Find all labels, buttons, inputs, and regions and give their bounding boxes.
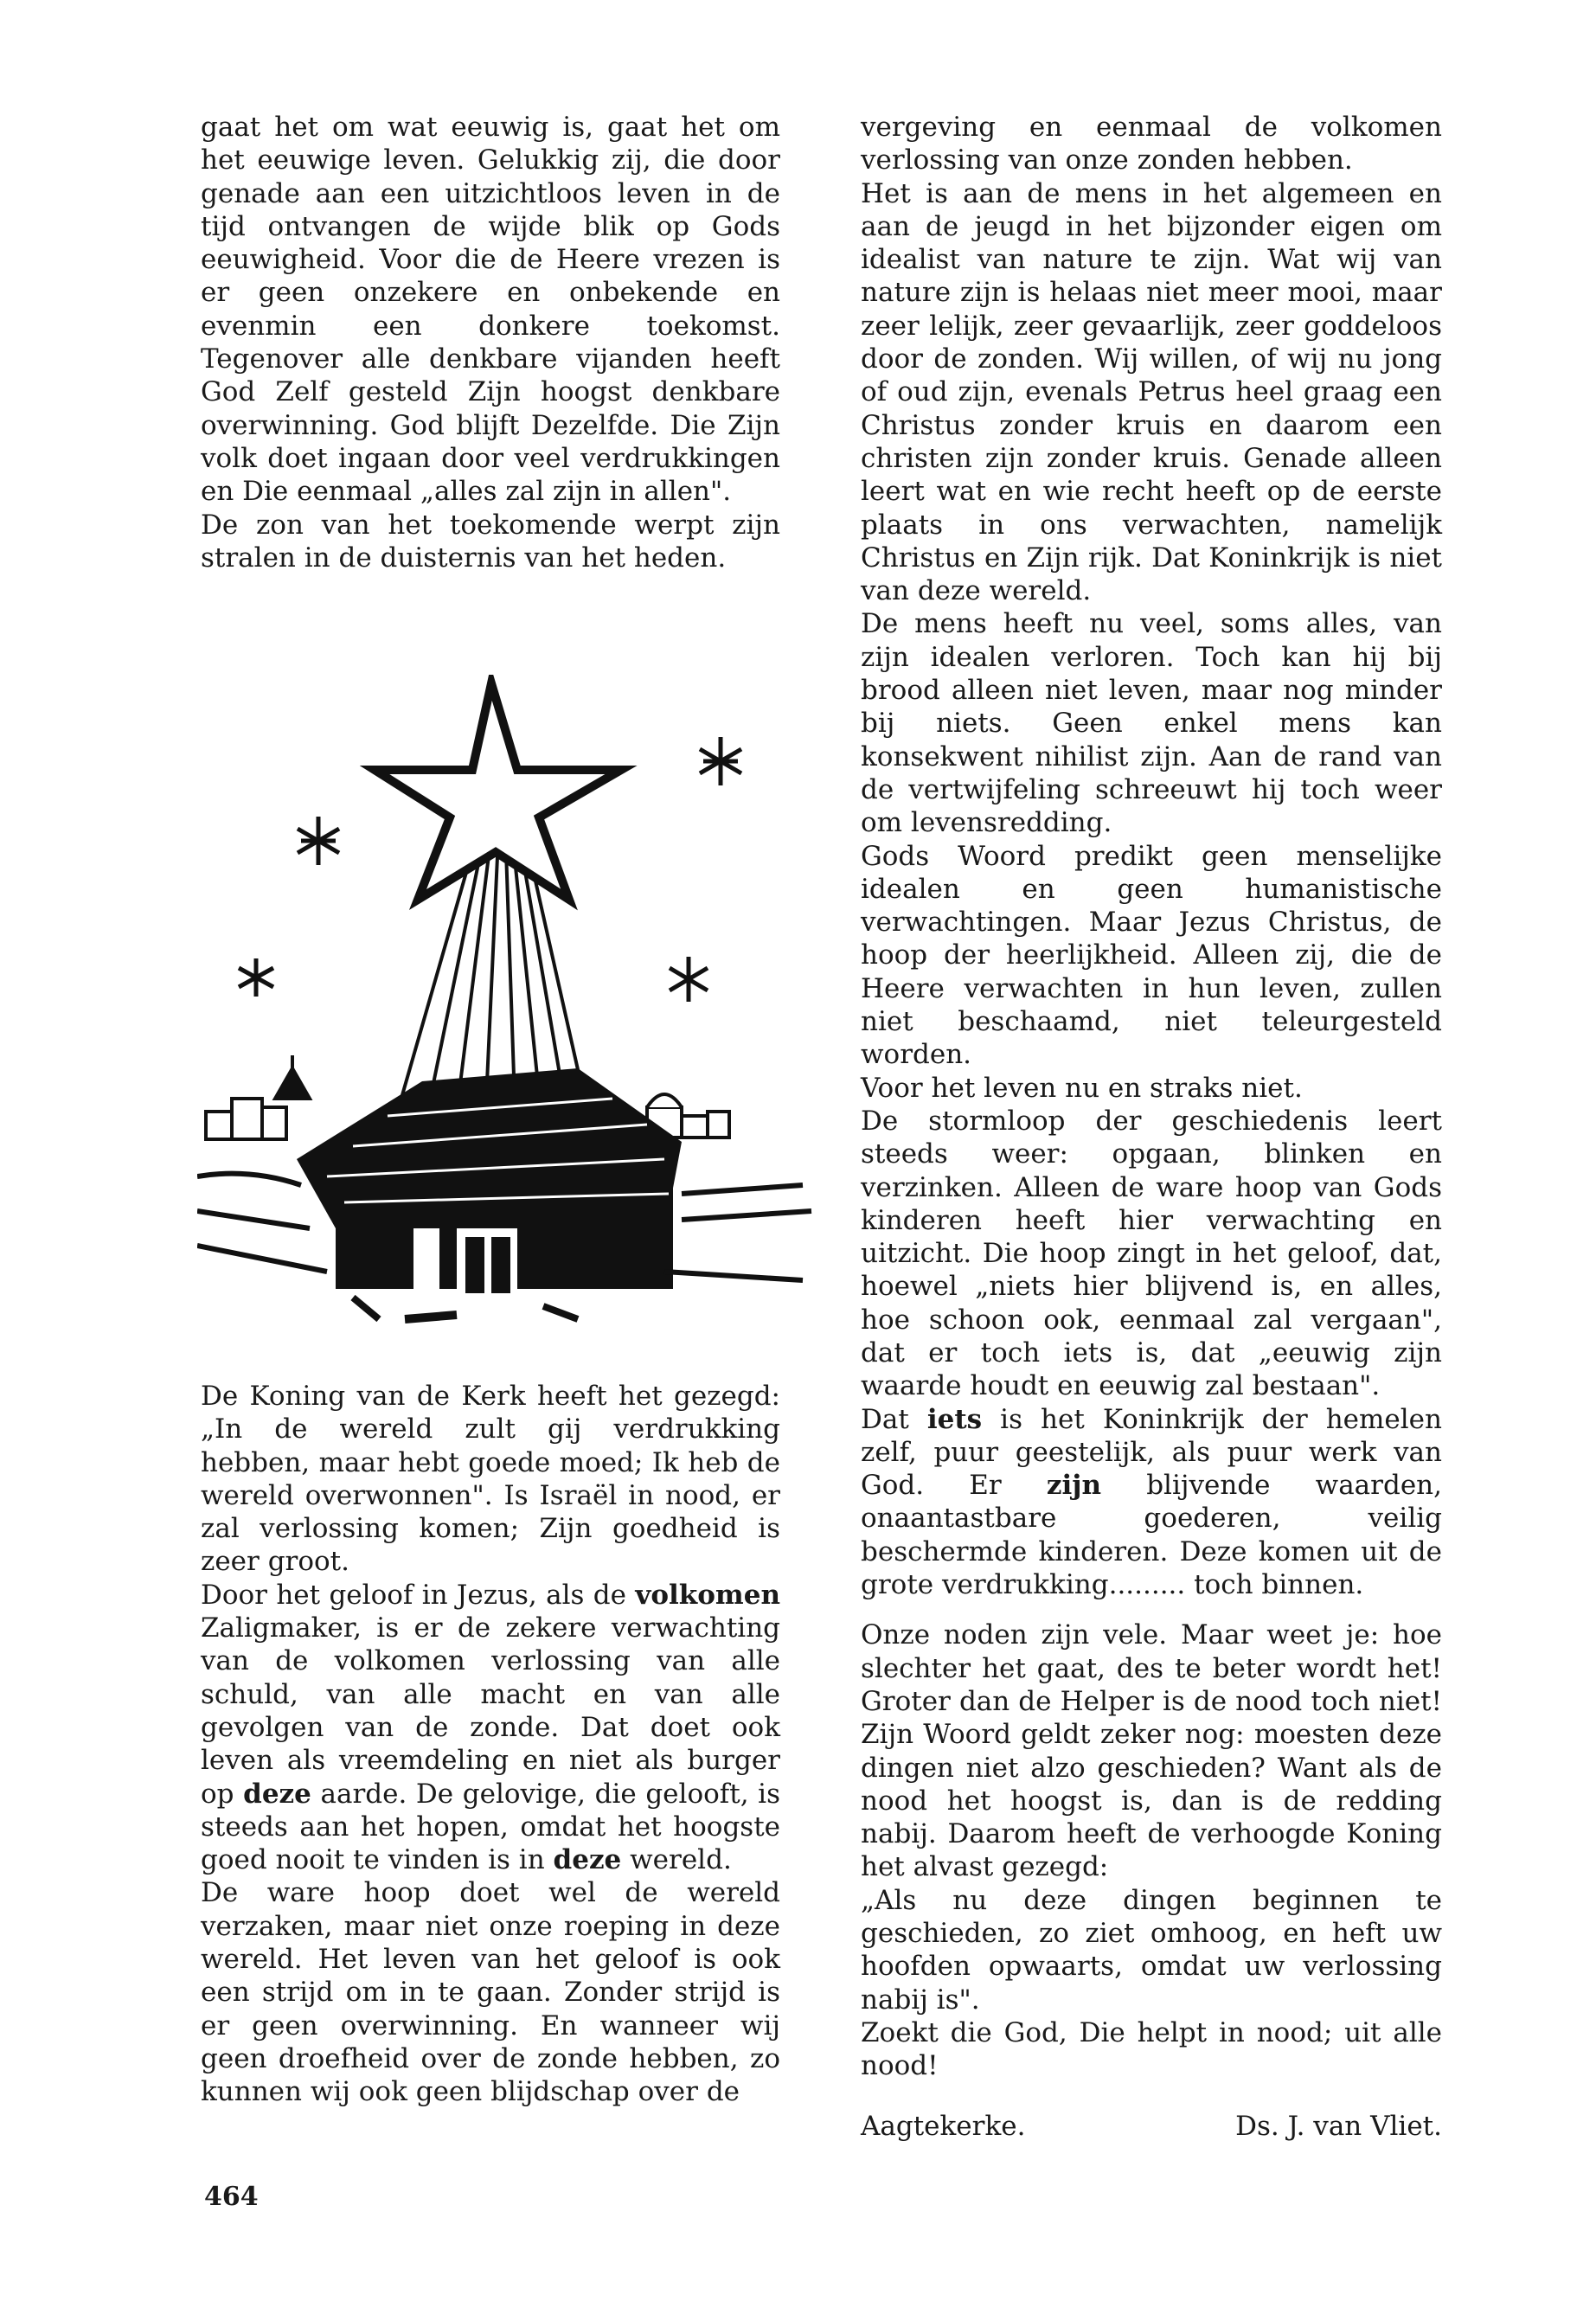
paragraph: Onze noden zijn vele. Maar weet je: hoe slechter het gaat, des te beter wordt het! Groter dan de Helper is de nood toch niet! Zijn Woord geldt zeker nog: moesten deze dingen niet alzo geschieden? Want als de nood het hoogst is, dan is de redding nabij. Daarom heeft de verhoogde Koning het alvast gezegd: (861, 1619, 1442, 1883)
emphasis: deze (243, 1778, 311, 1810)
emphasis: volkomen (635, 1579, 780, 1611)
paragraph: vergeving en eenmaal de volkomen verlossing van onze zonden hebben. (861, 112, 1442, 176)
paragraph: De zon van het toekomende werpt zijn stralen in de duisternis van het heden. (201, 509, 780, 574)
signoff-place: Aagtekerke. (861, 2111, 1026, 2142)
town-left (206, 1055, 310, 1139)
signoff (861, 2111, 1442, 2142)
left-column-top (201, 111, 780, 574)
text-run: aarde. De gelovige, die gelooft, is steeds aan het hopen, omdat het hoogste goed nooit te vinden is in (201, 1778, 780, 1876)
text-run: is het Koninkrijk der hemelen zelf, puur geestelijk, als puur werk van God. Er (861, 1403, 1442, 1502)
paragraph: Gods Woord predikt geen menselijke idealen en geen humanistische verwachtingen. Maar Jezus Christus, de hoop der heerlijkheid. Alleen zij, die de Heere verwachten in hun leven, zullen niet beschaamd, niet teleurgesteld worden. (861, 840, 1442, 1071)
paragraph: Het is aan de mens in het algemeen en aan de jeugd in het bijzonder eigen om idealist van nature te zijn. Wat wij van nature zijn is helaas niet meer mooi, maar zeer lelijk, zeer gevaarlijk, zeer goddeloos door de zonden. Wij willen, of wij nu jong of oud zijn, evenals Petrus heel graag een Christus zonder kruis en daarom een christen zijn zonder kruis. Genade alleen leert wat en wie recht heeft op de eerste plaats in ons verwachten, namelijk Christus en Zijn rijk. Dat Koninkrijk is niet van deze wereld. (861, 177, 1442, 607)
paragraph (201, 1579, 780, 1877)
left-column-bottom (201, 1380, 780, 2109)
paragraph: De Koning van de Kerk heeft het gezegd: „In de wereld zult gij verdrukking hebben, maar hebt goede moed; Ik heb de wereld overwonnen". Is Israël in nood, er zal verlossing komen; Zijn goedheid is zeer groot. (201, 1381, 780, 1578)
signoff-author: Ds. J. van Vliet. (1235, 2111, 1442, 2142)
right-column (861, 111, 1442, 2083)
emphasis: zijn (1046, 1470, 1102, 1502)
paragraph: De stormloop der geschiedenis leert steeds weer: opgaan, blinken en verzinken. Alleen de ware hoop van Gods kinderen heeft hier verwachting en uitzicht. Die hoop zingt in het geloof, dat, hoewel „niets hier blijvend is, en alles, hoe schoon ook, eenmaal zal vergaan", dat er toch iets is, dat „eeuwig zijn waarde houdt en eeuwig zal bestaan". (861, 1105, 1442, 1402)
paragraph (861, 1403, 1442, 1602)
text-run: Dat (861, 1403, 927, 1435)
emphasis: deze (553, 1844, 622, 1876)
text-run: Zaligmaker, is er de zekere verwachting van de volkomen verlossing van alle schuld, van alle macht en van alle gevolgen van de zonde. Dat doet ook leven als vreemdeling en niet als burger op (201, 1612, 780, 1810)
paragraph: De mens heeft nu veel, soms alles, van zijn idealen verloren. Toch kan hij bij brood alleen niet leven, maar nog minder bij niets. Geen enkel mens kan konsekwent nihilist zijn. Aan de rand van de vertwijfeling schreeuwt hij toch weer om levensredding. (861, 608, 1442, 839)
emphasis: iets (926, 1403, 983, 1435)
text-run: Door het geloof in Jezus, als de (201, 1579, 636, 1611)
page-number: 464 (204, 2182, 259, 2212)
text-run: blijvende waarden, onaantastbare goederen, veilig beschermde kinderen. Deze komen uit de grote verdrukking......... toch binnen. (861, 1470, 1442, 1601)
paragraph: Zoekt die God, Die helpt in nood; uit alle nood! (861, 2016, 1442, 2082)
text-run: wereld. (621, 1844, 732, 1876)
paragraph: De ware hoop doet wel de wereld verzaken, maar niet onze roeping in deze wereld. Het leven van het geloof is ook een strijd om in te gaan. Zonder strijd is er geen overwinning. En wanneer wij geen droefheid over de zonde hebben, zo kunnen wij ook geen blijdschap over de (201, 1877, 780, 2108)
paragraph: gaat het om wat eeuwig is, gaat het om het eeuwige leven. Gelukkig zij, die door genade aan een uitzichtloos leven in de tijd ontvangen de wijde blik op Gods eeuwigheid. Voor die de Heere vrezen is er geen onzekere en onbekende en evenmin een donkere toekomst. Tegenover alle denkbare vijanden heeft God Zelf gesteld Zijn hoogst denkbare overwinning. God blijft Dezelfde. Die Zijn volk doet ingaan door veel verdrukkingen en Die eenmaal „alles zal zijn in allen". (201, 112, 780, 508)
stable-illustration (297, 1068, 682, 1298)
nativity-illustration (197, 675, 820, 1332)
paragraph: Voor het leven nu en straks niet. (861, 1072, 1303, 1104)
paragraph: „Als nu deze dingen beginnen te geschieden, zo ziet omhoog, en heft uw hoofden opwaarts, omdat uw verlossing nabij is". (861, 1884, 1442, 2016)
